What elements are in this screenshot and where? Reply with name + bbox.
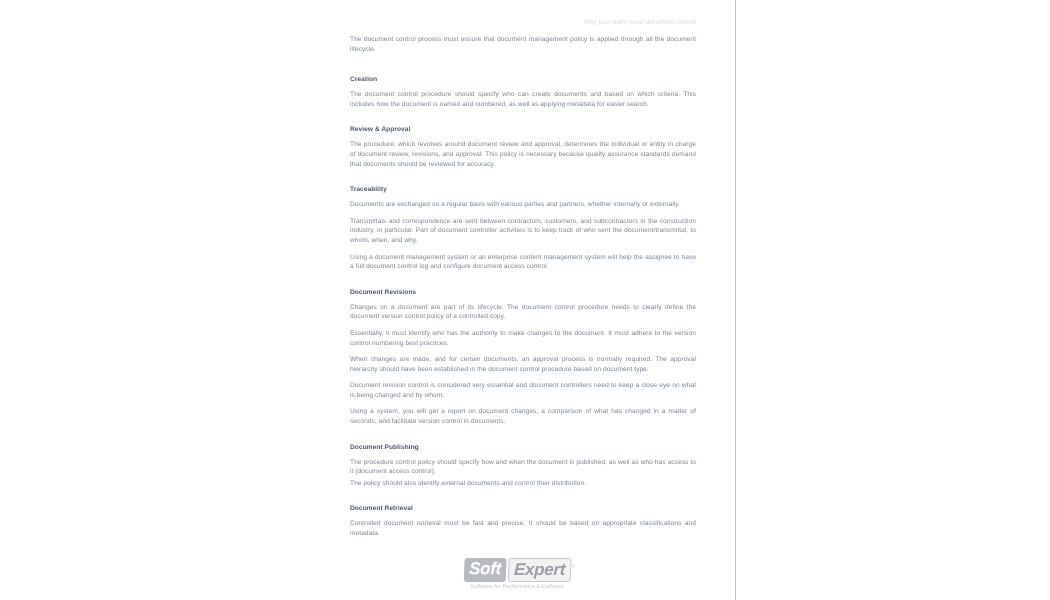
registered-trademark-icon: ® bbox=[571, 564, 576, 570]
paragraph: The procedure, which revolves around document review and approval, determines the individual or entity in charge of document review, revisions, and approval. This policy is necessary because quality assurance standards demand that documents should be reviewed for accuracy. bbox=[350, 141, 696, 168]
paragraph: The document control procedure should specify who can create documents and based on which criteria. This includes how the document is named and numbered, as well as applying metadata for easier search. bbox=[350, 91, 696, 108]
section-heading-creation: Creation bbox=[350, 76, 378, 84]
logo-wordmark bbox=[464, 558, 576, 582]
intro-paragraph: The document control process must ensure that document management policy is applied through all the document lifecycle. bbox=[350, 36, 696, 53]
section-heading-document-publishing: Document Publishing bbox=[350, 443, 419, 451]
logo-tagline: Software for Performance Excellence bbox=[470, 584, 565, 590]
page-right-divider bbox=[735, 0, 736, 600]
footer-logo-area bbox=[300, 558, 735, 593]
paragraph: The policy should also identify external documents and control their distribution. bbox=[350, 479, 587, 487]
paragraph: The procedure control policy should specify how and when the document is published, as well as who has access to it (document access control). bbox=[350, 458, 696, 476]
section-heading-traceability: Traceability bbox=[350, 186, 387, 194]
section-heading-document-retrieval: Document Retrieval bbox=[350, 505, 413, 513]
page-content-area bbox=[350, 18, 696, 539]
paragraph: Controlled document retrieval must be fast and precise. It should be based on appropriate classifications and metadata. bbox=[350, 520, 696, 538]
paragraph: Transmittals and correspondence are sent between contractors, customers, and subcontractors in the construction industry, in particular. Part of document controller activities is to keep track of who sent the document/transmittal, to whom, when, and why. bbox=[350, 217, 696, 244]
document-page bbox=[300, 0, 735, 600]
logo-word-soft: Soft bbox=[464, 558, 507, 582]
logo-word-expert-text: Expert bbox=[513, 560, 566, 579]
paragraph: Changes on a document are part of its lifecycle. The document control procedure needs to clearly define the document version control policy of a controlled copy. bbox=[350, 303, 696, 321]
paragraph: Using a system, you will get a report on document changes, a comparison of what has changed in a matter of seconds, and facilitate version control in documents. bbox=[350, 408, 696, 426]
running-header: Why you really need document control bbox=[583, 19, 696, 26]
paragraph: When changes are made, and for certain documents, an approval process is normally required. The approval hierarchy should have been established in the document control procedure based on document type. bbox=[350, 356, 696, 373]
softexpert-logo bbox=[463, 558, 576, 591]
paragraph: Document revision control is considered very essential and document controllers need to keep a close eye on what is being changed and by whom. bbox=[350, 382, 696, 399]
logo-word-expert bbox=[508, 558, 576, 582]
section-heading-document-revisions: Document Revisions bbox=[350, 288, 417, 296]
paragraph: Using a document management system or an enterprise content management system will help the assignee to have a full document control log and configure document access control. bbox=[350, 253, 696, 271]
paragraph: Essentially, it must identify who has the authority to make changes to the document. It must adhere to the version control numbering best practices. bbox=[350, 329, 696, 347]
section-heading-review-approval: Review & Approval bbox=[350, 126, 411, 134]
paragraph: Documents are exchanged on a regular basis with various parties and partners, whether internally or externally. bbox=[350, 201, 681, 209]
